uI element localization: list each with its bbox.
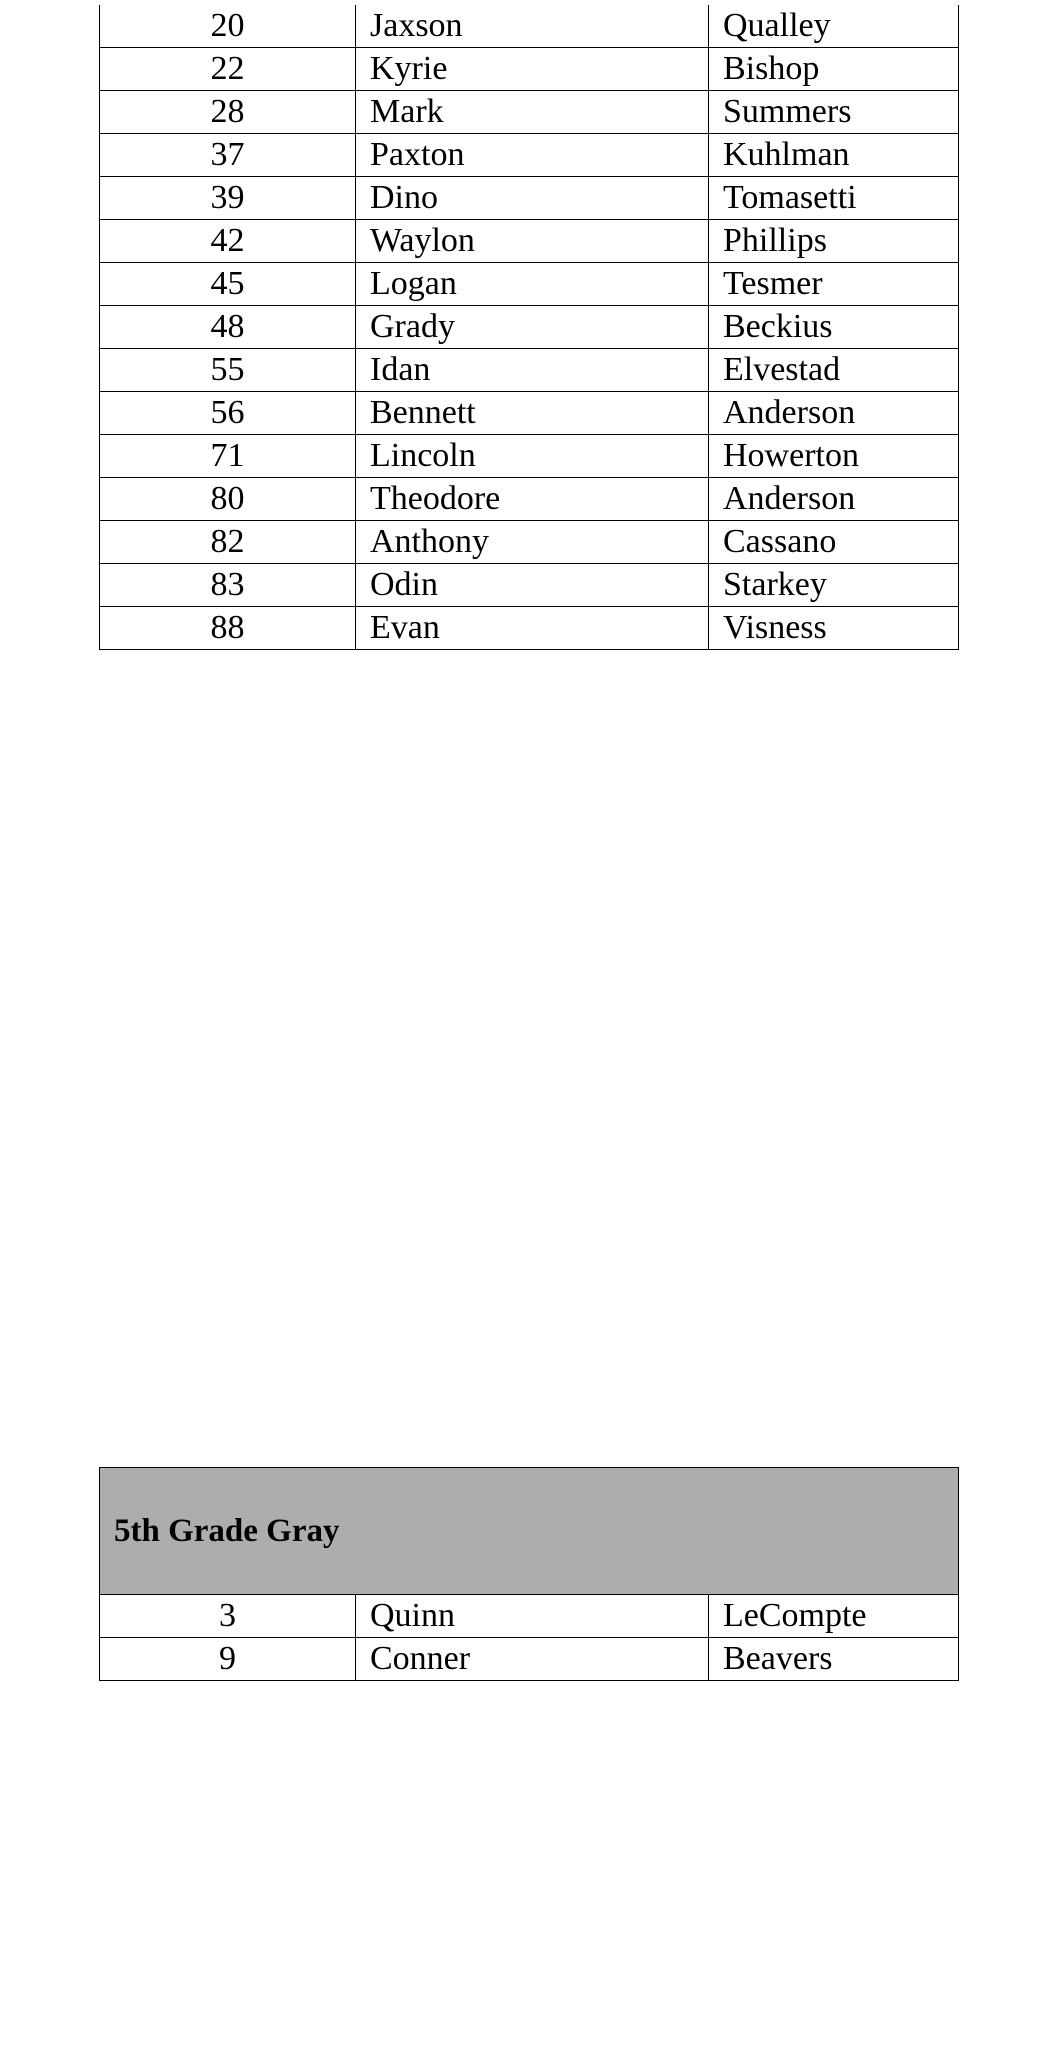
- last-name-cell: Anderson: [709, 478, 959, 521]
- last-name-cell: Starkey: [709, 564, 959, 607]
- table-row: [100, 220, 959, 263]
- jersey-number-cell: 80: [100, 478, 356, 521]
- table-row: [100, 349, 959, 392]
- last-name-cell: Qualley: [709, 5, 959, 48]
- first-name-cell: Jaxson: [356, 5, 709, 48]
- first-name-cell: Evan: [356, 607, 709, 650]
- last-name-cell: Summers: [709, 91, 959, 134]
- jersey-number-cell: 9: [100, 1638, 356, 1681]
- jersey-number-cell: 45: [100, 263, 356, 306]
- last-name-cell: Beckius: [709, 306, 959, 349]
- last-name-cell: Visness: [709, 607, 959, 650]
- last-name-cell: Tomasetti: [709, 177, 959, 220]
- last-name-cell: Anderson: [709, 392, 959, 435]
- table-row: [100, 5, 959, 48]
- first-name-cell: Lincoln: [356, 435, 709, 478]
- table-row: [100, 392, 959, 435]
- last-name-cell: Kuhlman: [709, 134, 959, 177]
- first-name-cell: Bennett: [356, 392, 709, 435]
- jersey-number-cell: 82: [100, 521, 356, 564]
- jersey-number-cell: 55: [100, 349, 356, 392]
- first-name-cell: Grady: [356, 306, 709, 349]
- last-name-cell: LeCompte: [709, 1595, 959, 1638]
- table-row: [100, 134, 959, 177]
- table-row: [100, 91, 959, 134]
- last-name-cell: Cassano: [709, 521, 959, 564]
- group-header-row: [100, 1468, 959, 1595]
- jersey-number-cell: 3: [100, 1595, 356, 1638]
- last-name-cell: Elvestad: [709, 349, 959, 392]
- last-name-cell: Bishop: [709, 48, 959, 91]
- jersey-number-cell: 88: [100, 607, 356, 650]
- jersey-number-cell: 39: [100, 177, 356, 220]
- table-row: [100, 306, 959, 349]
- jersey-number-cell: 83: [100, 564, 356, 607]
- first-name-cell: Kyrie: [356, 48, 709, 91]
- jersey-number-cell: 22: [100, 48, 356, 91]
- first-name-cell: Theodore: [356, 478, 709, 521]
- table-row: [100, 263, 959, 306]
- first-name-cell: Quinn: [356, 1595, 709, 1638]
- table-row: [100, 564, 959, 607]
- last-name-cell: Tesmer: [709, 263, 959, 306]
- table-row: [100, 607, 959, 650]
- jersey-number-cell: 20: [100, 5, 356, 48]
- first-name-cell: Waylon: [356, 220, 709, 263]
- jersey-number-cell: 37: [100, 134, 356, 177]
- first-name-cell: Idan: [356, 349, 709, 392]
- roster-table-top: [99, 5, 959, 650]
- first-name-cell: Logan: [356, 263, 709, 306]
- table-row: [100, 478, 959, 521]
- first-name-cell: Paxton: [356, 134, 709, 177]
- table-row: [100, 521, 959, 564]
- table-row: [100, 1638, 959, 1681]
- jersey-number-cell: 28: [100, 91, 356, 134]
- table-row: [100, 435, 959, 478]
- first-name-cell: Conner: [356, 1638, 709, 1681]
- group-header-title: 5th Grade Gray: [100, 1468, 959, 1595]
- jersey-number-cell: 42: [100, 220, 356, 263]
- jersey-number-cell: 48: [100, 306, 356, 349]
- last-name-cell: Howerton: [709, 435, 959, 478]
- first-name-cell: Mark: [356, 91, 709, 134]
- roster-table-5th-grade-gray: [99, 1467, 959, 1681]
- last-name-cell: Beavers: [709, 1638, 959, 1681]
- table-row: [100, 1595, 959, 1638]
- first-name-cell: Dino: [356, 177, 709, 220]
- table-row: [100, 48, 959, 91]
- jersey-number-cell: 56: [100, 392, 356, 435]
- first-name-cell: Odin: [356, 564, 709, 607]
- last-name-cell: Phillips: [709, 220, 959, 263]
- first-name-cell: Anthony: [356, 521, 709, 564]
- table-row: [100, 177, 959, 220]
- jersey-number-cell: 71: [100, 435, 356, 478]
